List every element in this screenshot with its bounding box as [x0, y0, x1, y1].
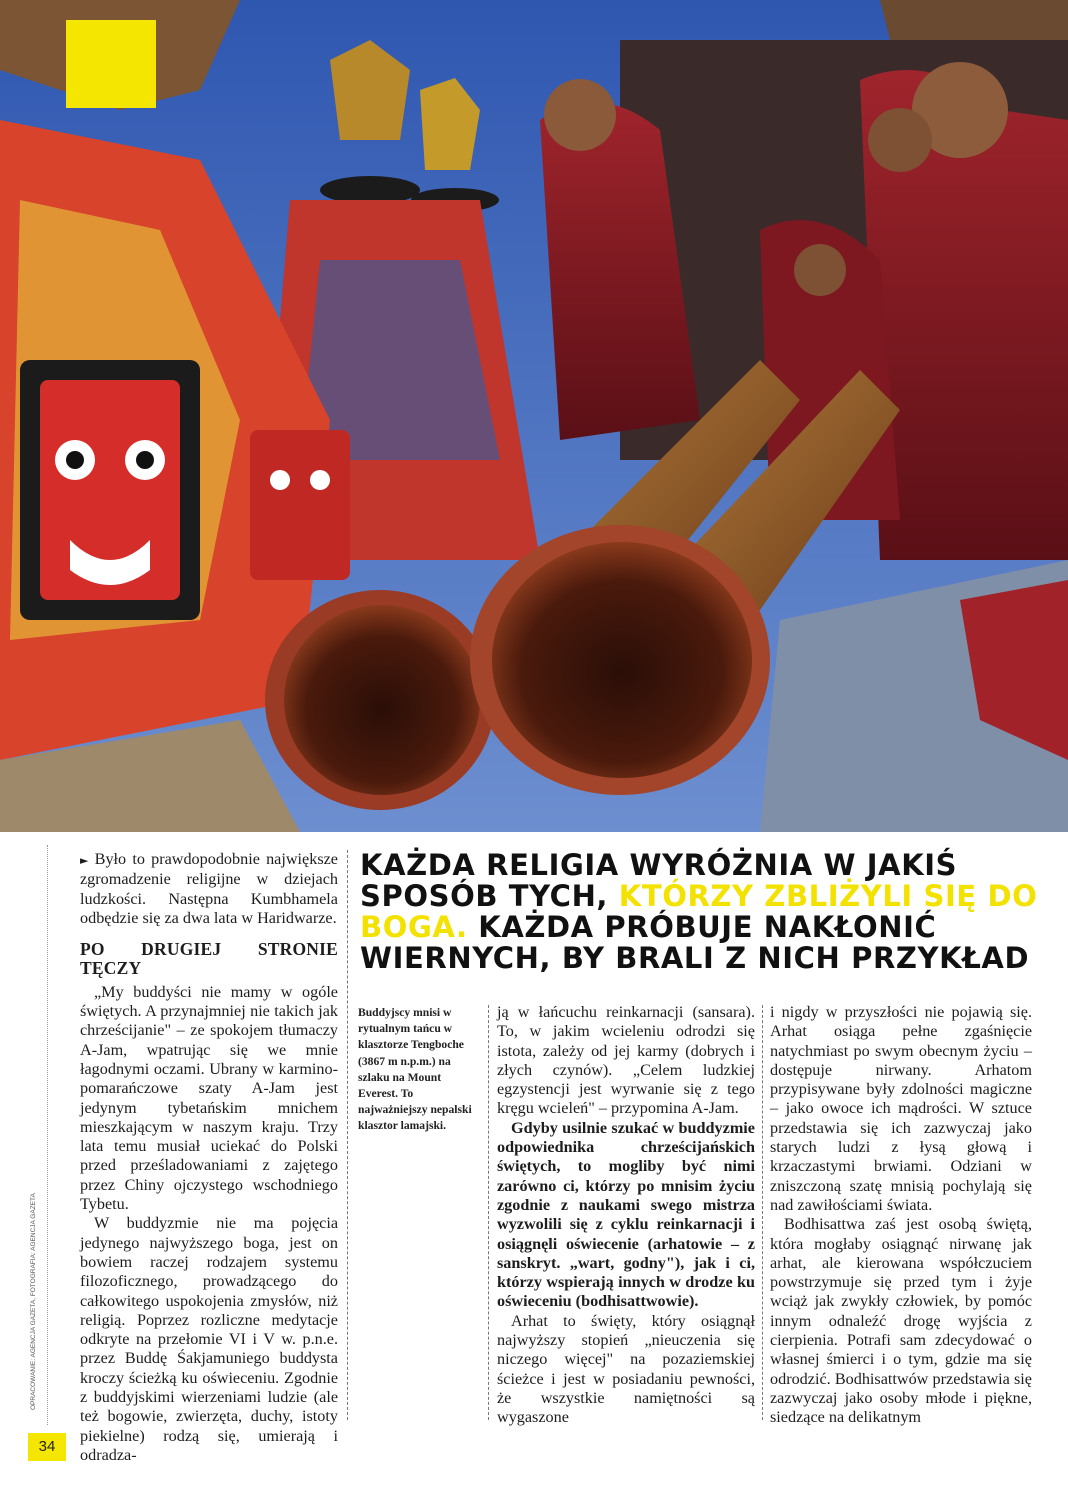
pull-quote-headline	[360, 850, 1040, 974]
mid-paragraph-2: Gdyby usilnie szukać w buddyzmie odpowiednika chrześcijańskich świętych, to mogliby być nimi zarówno ci, którzy po mnisim życiu zgodnie z naukami swego mistrza wyzwolili się z cyklu reinkarnacji i osiągnęli oświecenie (arhatowie – z sanskryt. „wart, godny"), jak i ci, którzy wspierają innych w drodze ku oświeceniu (bodhisattwowie).	[497, 1118, 755, 1311]
page-number: 34	[28, 1433, 66, 1461]
mid-paragraph-3: Arhat to święty, który osiągnął najwyższy stopień „nieuczenia się niczego więcej" na pozaziemskiej ścieżce i jest w posiadaniu pewności, że wszystkie namiętności są wygaszone	[497, 1311, 755, 1427]
photo-credit-text: OPRACOWANIE: AGENCJA GAZETA, FOTOGRAFIA: AGENCJA GAZETA	[30, 1193, 37, 1410]
right-paragraph-2: Bodhisattwa zaś jest osobą świętą, która mogłaby osiągnąć nirwanę jak arhat, ale kierowana współczuciem powstrzymuje się przed tym i żyje wciąż jak zwykły człowiek, by pomóc innym odnaleźć drogę wyjścia z cierpienia. Potrafi sam zdecydować o własnej śmierci i o tym, gdzie ma się odrodzić. Bodhisattwów przedstawia się zazwyczaj jako osoby młode i piękne, siedzące na delikatnym	[770, 1215, 1032, 1427]
photo-caption: Buddyjscy mnisi w rytualnym tańcu w klasztorze Tengboche (3867 m n.p.m.) na szlaku na Mount Everest. To najważniejszy nepalski klasztor lamajski.	[358, 1006, 472, 1133]
headline-highlight: KTÓRZY ZBLIŻYLI SIĘ DO BOGA.	[360, 879, 1038, 944]
lead-paragraph	[80, 850, 338, 928]
lead-text: Było to prawdopodobnie największe zgromadzenie religijne w dziejach ludzkości. Następna Kumbhamela odbędzie się za dwa lata w Haridwarze.	[80, 850, 338, 927]
middle-column	[497, 1003, 755, 1428]
arrow-right-icon: ►	[80, 854, 89, 867]
headline-part-1: KAŻDA RELIGIA WYRÓŻNIA W JAKIŚ SPOSÓB TYCH,	[360, 848, 958, 913]
left-column	[80, 850, 338, 1465]
column-divider	[762, 1005, 763, 1420]
right-column	[770, 1003, 1032, 1428]
yellow-accent-square	[66, 20, 156, 108]
photo-credit	[30, 1080, 44, 1410]
margin-dotted-line	[47, 845, 48, 1425]
left-paragraph-2: W buddyzmie nie ma pojęcia jedynego najwyższego boga, jest on bowiem raczej rodzajem systemu filozoficznego, prowadzącego do całkowitego uspokojenia zmysłów, niż religią. Poprzez rozliczne medytacje odkryte na przełomie VI i V w. p.n.e. przez Buddę Śakjamuniego buddysta kroczy ścieżką ku oświeceniu. Zgodnie z buddyjskimi wierzeniami ludzie (ale też bogowie, zwierzęta, duchy, istoty piekielne) rodzą się, umierają i odradza-	[80, 1214, 338, 1464]
headline-part-2: KAŻDA PRÓBUJE NAKŁONIĆ WIERNYCH, BY BRALI Z NICH PRZYKŁAD	[360, 910, 1030, 975]
right-paragraph-1: i nigdy w przyszłości nie pojawią się. Arhat osiąga pełne zgaśnięcie natychmiast po swym obecnym życiu – dostępuje nirwany. Arhatom przypisywane były zdolności magiczne – jako owoce ich mądrości. W sztuce przedstawia się ich zazwyczaj jako starych ludzi z łysą głową i krzaczastymi brwiami. Odziani w zniszczoną szatę mnisią pochylają się nad zawiłościami świata.	[770, 1003, 1032, 1214]
column-divider	[488, 1005, 489, 1420]
column-divider	[347, 850, 348, 1420]
section-subheading: PO DRUGIEJ STRONIE TĘCZY	[80, 939, 338, 979]
mid-paragraph-1: ją w łańcuchu reinkarnacji (sansara). To, w jakim wcieleniu odrodzi się istota, zależy od jej karmy (dobrych i złych czynów). „Celem ludzkiej egzystencji jest wyrwanie się z tego kręgu wcieleń" – przypomina A-Jam.	[497, 1003, 755, 1118]
left-paragraph-1: „My buddyści nie mamy w ogóle świętych. A przynajmniej nie takich jak chrześcijanie" – ze spokojem tłumaczy A-Jam, wpatrując się we mnie łagodnymi oczami. Ubrany w karmino-pomarańczowe szaty A-Jam jest jedynym tybetańskim mnichem mieszkającym w naszym kraju. Trzy lata temu musiał uciekać do Polski przed prześladowaniami z zajętego przez Chiny ojczystego wschodniego Tybetu.	[80, 982, 338, 1214]
